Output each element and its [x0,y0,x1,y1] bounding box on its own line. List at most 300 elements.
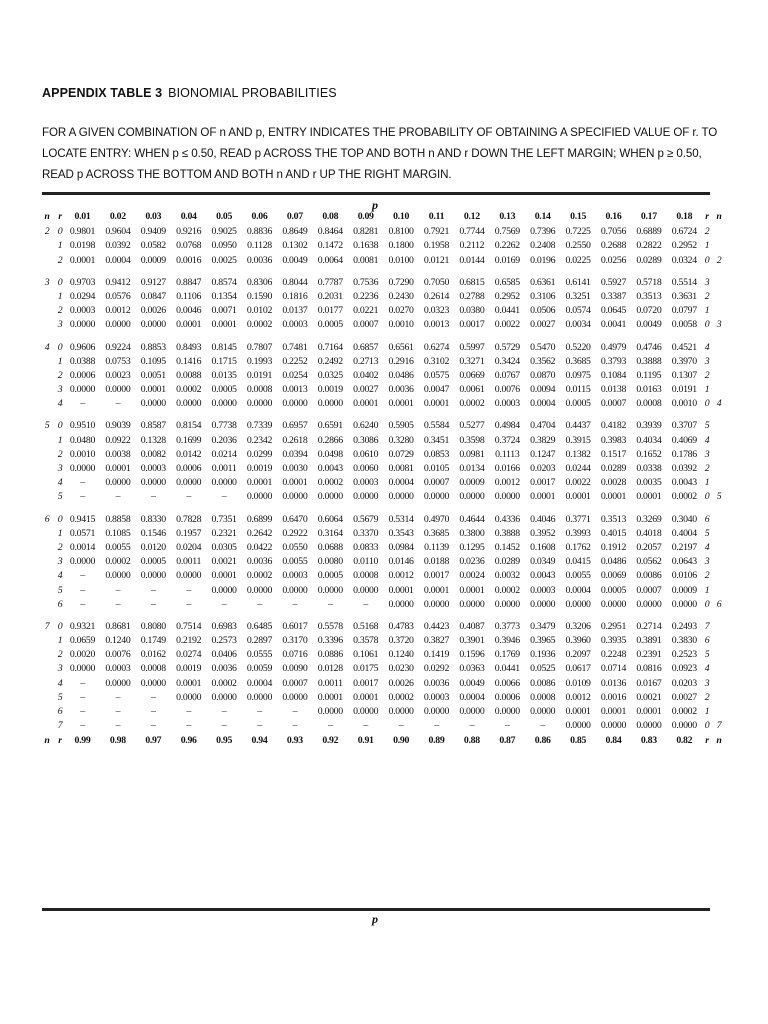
probability-cell: 0.0022 [565,477,591,489]
probability-cell: – [80,570,85,582]
probability-cell: 0.0000 [530,706,556,717]
probability-cell: 0.3830 [671,635,697,647]
probability-cell: 0.7738 [211,420,237,432]
probability-cell: 0.0088 [176,369,202,381]
probability-cell: 0.3939 [636,420,662,432]
probability-cell: – [363,720,368,732]
probability-cell: 0.7807 [246,341,273,353]
probability-cell: 0.0729 [388,448,414,460]
probability-cell: 0.4970 [423,513,450,525]
probability-cell: – [115,706,121,717]
probability-cell: 0.2252 [282,355,308,367]
r-value: 0 [57,341,63,353]
n-value: 2 [44,226,50,238]
probability-cell: 0.5220 [565,341,591,353]
probability-cell: 0.3280 [388,434,414,446]
probability-cell: – [469,720,475,732]
probability-cell: 0.0000 [459,491,485,503]
probability-cell: 0.2866 [317,434,343,446]
p-value-footer: 0.99 [74,735,91,747]
probability-cell: 0.2321 [211,527,237,539]
probability-cell: 0.0055 [105,541,131,553]
probability-cell: 0.4783 [388,620,414,632]
probability-cell: 0.4034 [636,434,662,446]
probability-cell: 0.3578 [353,635,379,647]
probability-cell: 0.3271 [459,355,485,367]
probability-cell: 0.3206 [565,620,591,632]
probability-cell: 0.2713 [353,355,379,367]
probability-cell: 0.1084 [600,369,627,381]
probability-cell: 0.0196 [530,254,556,266]
r-right-value: 7 [704,620,710,632]
probability-cell: 0.0198 [69,240,96,252]
probability-cell: 0.0047 [423,384,450,396]
probability-cell: 0.0100 [388,254,414,266]
probability-cell: 0.0005 [600,584,627,596]
probability-cell: 0.0000 [246,398,273,410]
probability-cell: 0.0000 [105,570,131,582]
probability-cell: 0.0000 [494,598,520,610]
probability-cell: 0.8858 [105,513,131,525]
r-right-value: 4 [704,341,710,353]
probability-cell: 0.0270 [388,305,414,317]
probability-cell: 0.2642 [246,527,273,539]
probability-cell: 0.6064 [317,513,343,525]
probability-cell: 0.3513 [600,513,627,525]
r-value: 2 [57,369,63,381]
probability-cell: 0.0002 [494,584,520,596]
r-value: 3 [57,384,63,396]
probability-cell: 0.3543 [388,527,414,539]
probability-cell: 0.0415 [565,556,591,568]
probability-cell: – [363,598,368,610]
probability-cell: 0.0086 [636,570,662,582]
probability-cell: 0.8464 [317,226,343,238]
p-label-top: p [372,198,378,212]
r-value: 3 [57,319,63,331]
probability-cell: 0.3935 [600,635,627,647]
probability-cell: 0.0023 [105,369,131,381]
probability-cell: 0.0004 [388,477,414,489]
probability-cell: 0.9321 [69,620,96,632]
r-value: 4 [57,477,63,489]
probability-cell: 0.8306 [246,276,273,288]
probability-cell: 0.4521 [671,341,697,353]
probability-cell: 0.0007 [353,319,379,331]
probability-cell: 0.2916 [388,355,414,367]
probability-cell: 0.1652 [636,448,662,460]
probability-cell: 0.0105 [423,463,450,474]
probability-cell: 0.0166 [494,463,520,474]
r-footer-right-label: r [705,735,709,747]
probability-cell: 0.5277 [459,420,485,432]
probability-cell: 0.8649 [282,226,308,238]
probability-cell: 0.0582 [140,240,166,252]
probability-cell: 0.0000 [176,691,202,703]
probability-cell: 0.3451 [423,434,450,446]
r-right-value: 0 [704,720,710,732]
p-value-header: 0.13 [499,211,516,222]
probability-cell: 0.3720 [388,635,414,647]
probability-cell: 0.0000 [282,398,308,410]
probability-cell: 0.0000 [353,584,379,596]
probability-cell: 0.9127 [140,276,166,288]
probability-cell: 0.0922 [105,434,131,446]
probability-cell: 0.0292 [423,663,450,675]
probability-cell: 0.0002 [388,691,414,703]
probability-cell: – [80,720,85,732]
probability-cell: 0.9604 [105,226,131,238]
probability-cell: 0.6561 [388,341,414,353]
r-value: 6 [57,706,63,717]
probability-cell: 0.0000 [494,706,520,717]
probability-cell: 0.0001 [459,584,485,596]
probability-cell: 0.3970 [671,355,697,367]
p-value-footer: 0.98 [109,735,126,747]
probability-cell: 0.0000 [353,706,379,717]
probability-cell: – [292,706,298,717]
probability-cell: 0.0008 [636,398,662,410]
probability-cell: – [327,720,333,732]
probability-cell: 0.1419 [423,649,450,661]
probability-cell: 0.0090 [282,663,308,675]
probability-cell: 0.0975 [565,369,591,381]
probability-cell: 0.2057 [636,541,662,553]
r-right-value: 2 [704,226,710,238]
probability-cell: 0.3793 [600,355,627,367]
r-right-value: 1 [704,240,710,252]
probability-cell: – [221,706,227,717]
probability-cell: – [80,691,85,703]
r-column-label: r [58,211,62,222]
probability-cell: 0.0000 [69,663,96,675]
probability-cell: 0.0498 [317,448,343,460]
probability-cell: 0.0003 [282,570,308,582]
r-right-value: 5 [704,527,710,539]
probability-cell: 0.0005 [140,556,166,568]
probability-cell: 0.0022 [494,319,520,331]
probability-cell: 0.0000 [600,720,627,732]
probability-cell: 0.4004 [671,527,697,539]
probability-cell: 0.0007 [282,677,308,689]
probability-cell: 0.1517 [600,448,627,460]
bottom-rule [42,908,710,911]
probability-cell: 0.0324 [671,254,697,266]
probability-cell: 0.0001 [176,677,202,689]
probability-cell: 0.0001 [423,584,450,596]
probability-cell: 0.0001 [353,398,379,410]
probability-cell: 0.0000 [176,477,202,489]
probability-cell: 0.4746 [636,341,662,353]
probability-cell: – [186,598,191,610]
probability-cell: 0.0203 [530,463,556,474]
p-value-footer: 0.83 [640,735,657,747]
probability-cell: – [221,720,227,732]
probability-cell: – [80,706,85,717]
probability-cell: 0.3983 [600,434,627,446]
n-value: 3 [44,276,50,288]
probability-cell: 0.0001 [388,398,414,410]
probability-cell: 0.9412 [105,276,131,288]
r-right-value: 0 [704,491,710,503]
probability-cell: 0.0000 [388,706,414,717]
probability-cell: 0.0017 [530,477,556,489]
probability-cell: 0.0486 [388,369,414,381]
r-value: 3 [57,556,63,568]
probability-cell: 0.3370 [353,527,379,539]
probability-cell: 0.3170 [282,635,308,647]
probability-cell: 0.0076 [494,384,520,396]
probability-cell: 0.0043 [671,477,697,489]
probability-cell: 0.0230 [388,663,414,675]
probability-cell: 0.0000 [530,598,556,610]
probability-cell: 0.7921 [423,226,450,238]
r-value: 2 [57,541,63,553]
probability-cell: 0.0000 [565,720,591,732]
probability-cell: 0.2822 [636,240,662,252]
probability-cell: 0.0041 [600,319,627,331]
probability-cell: 0.4015 [600,527,627,539]
p-value-footer: 0.95 [216,735,233,747]
probability-cell: 0.0574 [565,305,591,317]
probability-cell: 0.4644 [459,513,485,525]
probability-cell: 0.3685 [565,355,591,367]
probability-cell: 0.2391 [636,649,662,661]
probability-cell: 0.0000 [671,720,697,732]
probability-cell: 0.4182 [600,420,627,432]
probability-cell: 0.0394 [282,448,308,460]
r-value: 5 [57,584,63,596]
probability-cell: 0.1247 [530,448,556,460]
r-value: 1 [57,527,63,539]
probability-cell: 0.1354 [211,290,237,302]
probability-cell: 0.0797 [671,305,697,317]
r-right-value: 2 [704,369,710,381]
n-footer-right-label: n [716,735,722,747]
probability-cell: 0.3915 [565,434,591,446]
probability-cell: – [186,584,191,596]
probability-cell: 0.0550 [282,541,308,553]
probability-cell: 0.0950 [211,240,237,252]
probability-cell: 0.4018 [636,527,662,539]
probability-cell: 0.0036 [246,254,273,266]
probability-cell: 0.1085 [105,527,131,539]
probability-cell: 0.3396 [317,635,343,647]
probability-cell: 0.0214 [211,448,237,460]
probability-cell: 0.0000 [317,584,343,596]
probability-cell: 0.0017 [423,570,450,582]
probability-cell: 0.0049 [459,677,485,689]
probability-cell: 0.8847 [176,276,202,288]
probability-cell: 0.0001 [140,384,166,396]
r-value: 3 [57,463,63,474]
probability-cell: 0.0000 [140,677,166,689]
probability-cell: 0.0006 [69,369,96,381]
probability-cell: 0.0017 [353,677,379,689]
probability-cell: 0.1546 [140,527,166,539]
probability-cell: 0.2408 [530,240,556,252]
probability-cell: 0.0019 [246,463,273,474]
probability-cell: 0.0299 [246,448,273,460]
r-right-value: 3 [704,276,710,288]
probability-cell: 0.0000 [282,584,308,596]
probability-cell: 0.3040 [671,513,697,525]
probability-cell: 0.0669 [459,369,485,381]
probability-cell: 0.5927 [600,276,627,288]
probability-cell: 0.2192 [176,635,202,647]
probability-cell: 0.0032 [494,570,520,582]
probability-cell: 0.6724 [671,226,697,238]
probability-cell: 0.0402 [353,369,379,381]
probability-cell: 0.7536 [353,276,379,288]
probability-cell: 0.4437 [565,420,591,432]
probability-cell: 0.0144 [459,254,485,266]
p-value-footer: 0.91 [357,735,374,747]
probability-cell: 0.0422 [246,541,273,553]
probability-cell: 0.0000 [423,491,450,503]
r-right-value: 5 [704,420,710,432]
probability-cell: 0.0000 [246,691,273,703]
r-value: 4 [57,398,63,410]
probability-cell: 0.0064 [317,254,343,266]
probability-cell: – [186,706,191,717]
probability-cell: 0.0014 [69,541,96,553]
probability-cell: 0.6470 [282,513,308,525]
probability-cell: – [80,477,85,489]
probability-cell: 0.0058 [671,319,697,331]
r-value: 1 [57,434,63,446]
probability-cell: 0.0000 [211,691,237,703]
probability-cell: 0.0886 [317,649,343,661]
probability-cell: 0.5514 [671,276,697,288]
probability-cell: 0.7481 [282,341,308,353]
probability-cell: 0.0000 [317,491,343,503]
probability-cell: – [115,584,121,596]
p-value-footer: 0.85 [570,735,587,747]
probability-cell: 0.0066 [494,677,520,689]
probability-cell: 0.0294 [69,290,96,302]
r-value: 0 [57,276,63,288]
probability-cell: 0.1307 [671,369,697,381]
probability-cell: 0.0006 [494,691,520,703]
probability-cell: 0.2618 [282,434,308,446]
probability-cell: 0.6957 [282,420,308,432]
probability-cell: 0.0002 [105,556,131,568]
probability-cell: 0.6857 [353,341,379,353]
probability-cell: 0.0004 [105,254,131,266]
r-value: 2 [57,305,63,317]
probability-cell: 0.8044 [282,276,308,288]
probability-cell: – [80,398,85,410]
r-value: 5 [57,491,63,503]
probability-cell: 0.0716 [282,649,308,661]
r-right-value: 6 [704,635,710,647]
probability-cell: 0.0767 [494,369,520,381]
probability-cell: 0.0003 [282,319,308,331]
r-value: 1 [57,635,63,647]
probability-cell: 0.9801 [69,226,96,238]
probability-cell: 0.1302 [282,240,308,252]
probability-cell: 0.4087 [459,620,485,632]
table-title: APPENDIX TABLE 3 [42,86,163,100]
probability-cell: 0.9703 [69,276,96,288]
probability-cell: 0.0576 [105,290,131,302]
probability-cell: 0.5718 [636,276,662,288]
probability-cell: 0.5905 [388,420,414,432]
probability-cell: 0.0203 [671,677,697,689]
probability-cell: 0.0256 [600,254,627,266]
probability-cell: 0.0244 [565,463,591,474]
p-value-header: 0.05 [216,211,233,222]
probability-cell: 0.0069 [600,570,627,582]
probability-cell: 0.1061 [353,649,379,661]
p-value-footer: 0.93 [286,735,303,747]
probability-cell: 0.0025 [211,254,237,266]
probability-cell: – [150,598,156,610]
probability-cell: 0.0003 [423,691,450,703]
probability-cell: 0.0036 [388,384,414,396]
probability-cell: 0.6591 [317,420,343,432]
probability-cell: 0.0000 [600,598,627,610]
probability-cell: 0.0008 [353,570,379,582]
probability-cell: 0.0480 [69,434,96,446]
probability-cell: 0.0136 [600,677,627,689]
probability-cell: 0.0028 [600,477,627,489]
probability-cell: – [115,598,121,610]
probability-cell: 0.2236 [353,290,379,302]
probability-cell: 0.1993 [246,355,273,367]
probability-cell: 0.1786 [671,448,697,460]
probability-cell: 0.0002 [671,491,697,503]
probability-cell: 0.0000 [105,319,131,331]
probability-cell: 0.0001 [565,706,591,717]
probability-cell: 0.0002 [211,677,237,689]
probability-cell: 0.0021 [636,691,662,703]
probability-cell: 0.1769 [494,649,520,661]
probability-cell: 0.0001 [600,706,627,717]
probability-cell: 0.0000 [140,477,166,489]
probability-cell: 0.8493 [176,341,202,353]
probability-cell: 0.0175 [353,663,379,675]
probability-cell: 0.0146 [388,556,414,568]
probability-cell: 0.0254 [282,369,308,381]
probability-cell: 0.0003 [140,463,166,474]
probability-cell: 0.3631 [671,290,697,302]
probability-cell: 0.0004 [459,691,485,703]
probability-cell: 0.7339 [246,420,273,432]
probability-cell: 0.3946 [494,635,520,647]
probability-cell: 0.3106 [530,290,556,302]
probability-cell: 0.1113 [495,448,520,460]
probability-cell: 0.3771 [565,513,591,525]
probability-cell: 0.0007 [636,584,662,596]
probability-cell: 0.2614 [423,290,450,302]
probability-cell: 0.0000 [565,598,591,610]
probability-cell: 0.7787 [317,276,343,288]
probability-cell: 0.3479 [530,620,556,632]
probability-cell: 0.8080 [140,620,166,632]
top-rule [42,192,710,195]
probability-cell: 0.6017 [282,620,308,632]
probability-cell: 0.0006 [176,463,202,474]
probability-cell: 0.0000 [246,584,273,596]
r-value: 2 [57,649,63,661]
probability-cell: 0.0026 [140,305,166,317]
p-value-header: 0.03 [145,211,162,222]
probability-cell: 0.0019 [317,384,343,396]
probability-cell: 0.0001 [353,691,379,703]
probability-cell: 0.4069 [671,434,697,446]
